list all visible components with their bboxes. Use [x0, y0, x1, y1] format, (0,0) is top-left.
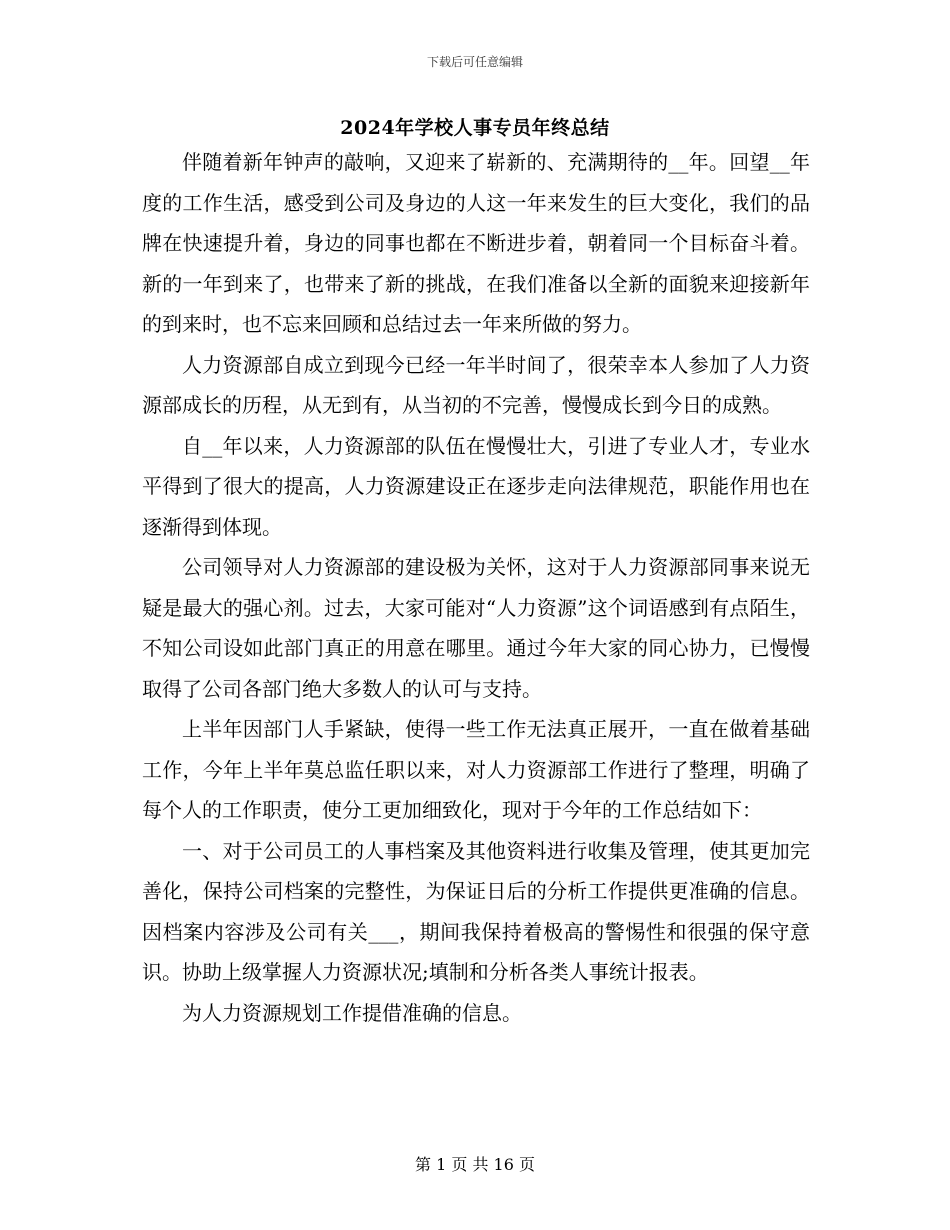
page-footer: 第 1 页 共 16 页 [415, 1155, 535, 1174]
paragraph: 伴随着新年钟声的敲响，又迎来了崭新的、充满期待的__年。回望__年度的工作生活，感受到公司及身边的人这一年来发生的巨大变化，我们的品牌在快速提升着，身边的同事也都在不断进步着，朝着同一个目标奋斗着。新的一年到来了，也带来了新的挑战，在我们准备以全新的面貌来迎接新年的到来时，也不忘来回顾和总结过去一年来所做的努力。 [142, 150, 810, 336]
document-title: 2024年学校人事专员年终总结 [340, 117, 610, 139]
paragraph: 公司领导对人力资源部的建设极为关怀，这对于人力资源部同事来说无疑是最大的强心剂。过去，大家可能对“人力资源”这个词语感到有点陌生，不知公司设如此部门真正的用意在哪里。通过今年大家的同心协力，已慢慢取得了公司各部门绝大多数人的认可与支持。 [142, 555, 810, 701]
header-note: 下载后可任意编辑 [426, 55, 523, 69]
paragraph: 自__年以来，人力资源部的队伍在慢慢壮大，引进了专业人才，专业水平得到了很大的提高，人力资源建设正在逐步走向法律规范，职能作用也在逐渐得到体现。 [142, 433, 810, 539]
document-body [142, 142, 810, 1033]
paragraph: 一、对于公司员工的人事档案及其他资料进行收集及管理，使其更加完善化，保持公司档案的完整性，为保证日后的分析工作提供更准确的信息。因档案内容涉及公司有关___，期间我保持着极高的警惕性和很强的保守意识。协助上级掌握人力资源状况;填制和分析各类人事统计报表。 [142, 838, 810, 984]
paragraph: 为人力资源规划工作提借准确的信息。 [182, 1000, 522, 1025]
paragraph: 人力资源部自成立到现今已经一年半时间了，很荣幸本人参加了人力资源部成长的历程，从无到有，从当初的不完善，慢慢成长到今日的成熟。 [142, 352, 810, 417]
paragraph: 上半年因部门人手紧缺，使得一些工作无法真正展开，一直在做着基础工作，今年上半年莫总监任职以来，对人力资源部工作进行了整理，明确了每个人的工作职责，使分工更加细致化，现对于今年的工作总结如下： [142, 717, 810, 822]
